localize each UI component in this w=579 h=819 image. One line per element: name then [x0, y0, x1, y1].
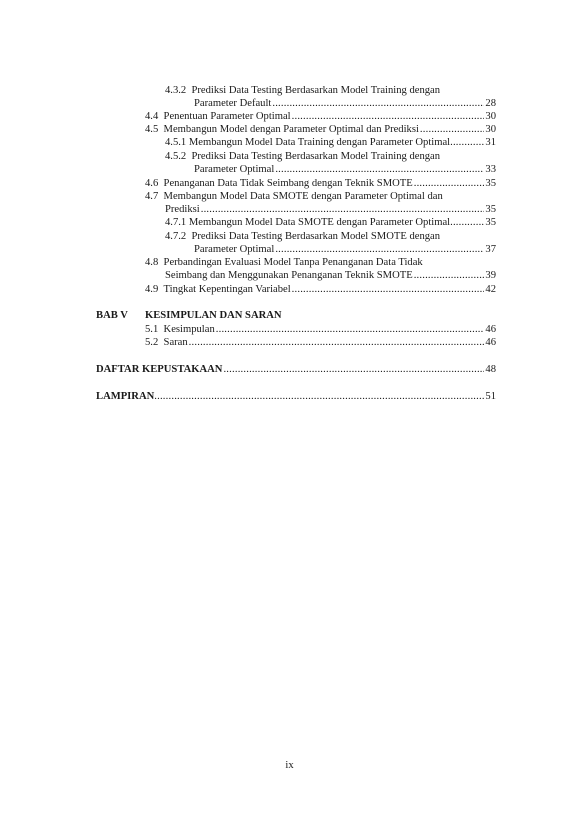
toc-entry-4-5-1[interactable] [165, 136, 496, 149]
toc-entry-5-2[interactable] [145, 336, 496, 349]
toc-page-number: 51 [485, 391, 496, 402]
toc-title: Saran [163, 337, 188, 348]
toc-title: Tingkat Kepentingan Variabel [163, 284, 291, 295]
toc-number: 4.9 [145, 284, 159, 295]
toc-number: 4.4 [145, 111, 159, 122]
toc-entry-lampiran[interactable] [96, 390, 496, 403]
toc-page-number: 48 [485, 364, 496, 375]
toc-number: 4.7.2 [165, 231, 187, 242]
toc-number: 4.5.1 [165, 137, 187, 148]
toc-leader [414, 177, 485, 190]
toc-title-cont: Seimbang dan Menggunakan Penanganan Teknik SMOTE [165, 270, 413, 281]
toc-number: 5.1 [145, 324, 159, 335]
toc-entry-4-9[interactable] [145, 283, 496, 296]
toc-leader [223, 363, 484, 376]
toc-page-number: 39 [485, 270, 496, 281]
toc-page-number: 35 [485, 217, 496, 228]
toc-leader [275, 243, 484, 256]
toc-title: Penanganan Data Tidak Seimbang dengan Teknik SMOTE [163, 178, 413, 189]
toc-leader [292, 110, 485, 123]
toc-number: 4.7.1 [165, 217, 187, 228]
toc-number: 4.3.2 [165, 85, 187, 96]
chapter-title: KESIMPULAN DAN SARAN [145, 310, 282, 321]
toc-leader [414, 269, 485, 282]
toc-title-cont: Parameter Optimal [194, 244, 275, 255]
toc-page-number: 46 [485, 337, 496, 348]
toc-number: 4.5 [145, 124, 159, 135]
toc-entry-4-8-line1 [145, 256, 423, 269]
toc-entry-4-5[interactable] [145, 123, 496, 136]
toc-leader [272, 97, 484, 110]
toc-leader [189, 336, 485, 349]
toc-title-cont: Prediksi [165, 204, 200, 215]
toc-title: Membangun Model dengan Parameter Optimal dan Prediksi [163, 124, 419, 135]
toc-entry-4-7-line2[interactable] [165, 203, 496, 216]
toc-leader [275, 163, 484, 176]
toc-page-number: 31 [485, 137, 496, 148]
toc-leader [154, 390, 485, 403]
toc-number: 4.5.2 [165, 151, 187, 162]
toc-title-cont: Parameter Optimal [194, 164, 275, 175]
toc-leader [292, 283, 485, 296]
toc-title: Membangun Model Data SMOTE dengan Parameter Optimal [188, 217, 451, 228]
toc-page-number: 37 [485, 244, 496, 255]
toc-leader [420, 123, 484, 136]
toc-entry-4-4[interactable] [145, 110, 496, 123]
toc-title: LAMPIRAN [96, 391, 155, 402]
toc-entry-4-3-2-line2[interactable] [194, 97, 496, 110]
toc-number: 4.6 [145, 178, 159, 189]
toc-number: 4.8 [145, 257, 159, 268]
chapter-label: BAB V [96, 310, 128, 321]
toc-page-number: 35 [485, 204, 496, 215]
toc-title: Perbandingan Evaluasi Model Tanpa Penanganan Data Tidak [163, 257, 423, 268]
toc-title: Prediksi Data Testing Berdasarkan Model Training dengan [191, 151, 441, 162]
toc-title: Penentuan Parameter Optimal [163, 111, 291, 122]
page-number: ix [285, 760, 294, 771]
toc-entry-4-7-1[interactable] [165, 216, 496, 229]
toc-entry-4-7-line1 [145, 190, 443, 203]
toc-page-number: 28 [485, 98, 496, 109]
toc-entry-4-7-2-line1 [165, 230, 440, 243]
toc-title: DAFTAR KEPUSTAKAAN [96, 364, 223, 375]
toc-page-number: 46 [485, 324, 496, 335]
toc-entry-daftar-kepustakaan[interactable] [96, 363, 496, 376]
toc-entry-4-7-2-line2[interactable] [194, 243, 496, 256]
toc-page-number: 35 [485, 178, 496, 189]
toc-entry-4-3-2-line1 [165, 84, 440, 97]
toc-entry-5-1[interactable] [145, 323, 496, 336]
toc-number: 4.7 [145, 191, 159, 202]
toc-leader [450, 136, 485, 149]
toc-page-number: 42 [485, 284, 496, 295]
toc-number: 5.2 [145, 337, 159, 348]
toc-title: Membangun Model Data SMOTE dengan Parameter Optimal dan [163, 191, 443, 202]
toc-entry-4-5-2-line1 [165, 150, 440, 163]
toc-title: Prediksi Data Testing Berdasarkan Model Training dengan [191, 85, 441, 96]
toc-entry-4-5-2-line2[interactable] [194, 163, 496, 176]
toc-entry-4-8-line2[interactable] [165, 269, 496, 282]
toc-leader [201, 203, 485, 216]
toc-title-cont: Parameter Default [194, 98, 272, 109]
toc-entry-4-6[interactable] [145, 177, 496, 190]
toc-leader [450, 216, 485, 229]
toc-page-number: 30 [485, 111, 496, 122]
toc-leader [216, 323, 485, 336]
toc-title: Kesimpulan [163, 324, 215, 335]
toc-title: Prediksi Data Testing Berdasarkan Model SMOTE dengan [191, 231, 441, 242]
toc-page-number: 33 [485, 164, 496, 175]
toc-title: Membangun Model Data Training dengan Parameter Optimal [188, 137, 451, 148]
toc-page-number: 30 [485, 124, 496, 135]
